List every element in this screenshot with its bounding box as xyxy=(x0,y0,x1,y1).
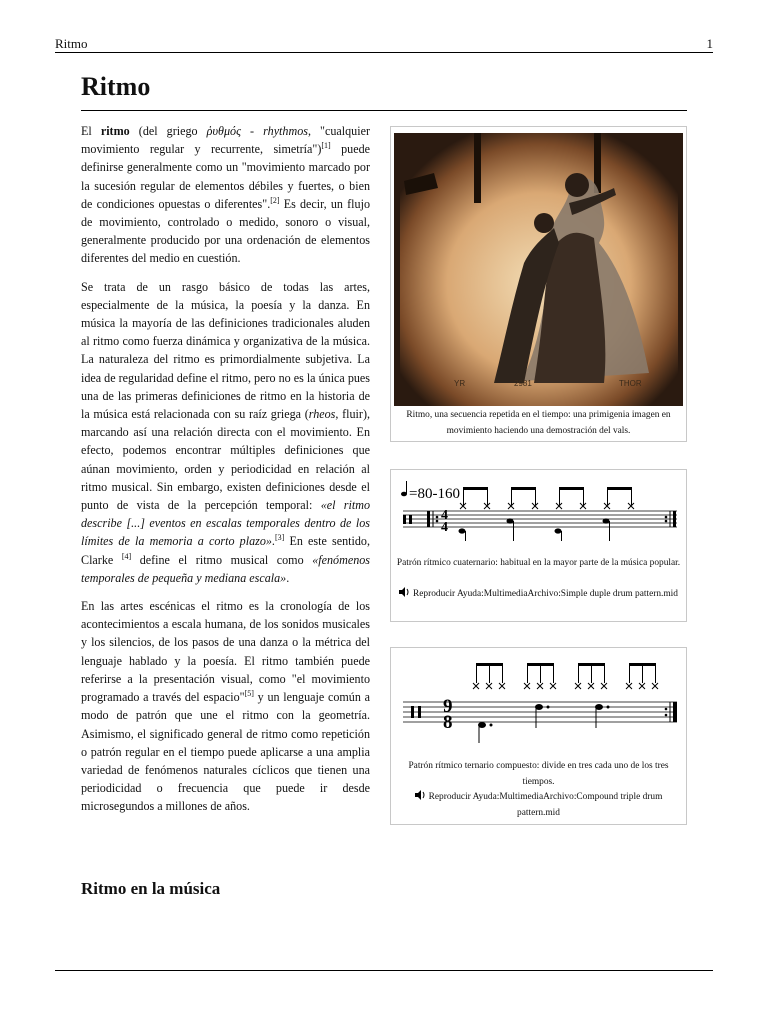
figure-duple-caption-text: Patrón rítmico cuaternario: habitual en la mayor parte de la música popular. xyxy=(396,558,681,568)
ref-3-link[interactable]: [3] xyxy=(274,533,285,543)
time-signature-bottom: 8 xyxy=(443,712,453,733)
hihat-note xyxy=(537,683,543,689)
running-header-title: Ritmo xyxy=(55,36,88,51)
repeat-end-bar xyxy=(673,702,677,722)
kick-note xyxy=(555,528,562,533)
article-title: Ritmo xyxy=(81,72,151,101)
ref-1-link[interactable]: [1] xyxy=(321,141,331,151)
compound-audio-link[interactable] xyxy=(395,790,682,821)
snare-note xyxy=(603,518,610,523)
drum-notes xyxy=(473,663,658,743)
tempo-marking: =80-160 xyxy=(409,486,460,502)
figure-compound-caption xyxy=(395,759,682,790)
footer-divider xyxy=(55,970,713,971)
figure-duple-caption xyxy=(395,556,682,572)
hihat-note xyxy=(473,683,479,689)
ref-4-link[interactable]: [4] xyxy=(121,551,132,561)
hihat-note xyxy=(652,683,658,689)
beam xyxy=(559,487,584,490)
beam xyxy=(463,487,488,490)
figure-waltz-caption-text: Ritmo, una secuencia repetida en el tiempo: una primigenia imagen en movimiento haciendo una demostración del vals. xyxy=(406,410,671,436)
hihat-note xyxy=(524,683,530,689)
rheos-term: rheos xyxy=(308,407,336,422)
figure-waltz-caption xyxy=(395,408,682,439)
clarke-quote: «fenómenos temporales de pequeña y mediana escala» xyxy=(81,552,370,585)
page-number: 1 xyxy=(706,36,713,51)
duple-score xyxy=(391,470,688,552)
inscription-right: THOR xyxy=(619,379,642,388)
hihat-note xyxy=(575,683,581,689)
title-divider xyxy=(81,110,687,111)
paragraph-arts: Se trata de un rasgo básico de todas las artes, especialmente de la música, la poesía y la danza. En música la mayoría de las definiciones tradicionales aluden al ritmo como fuerza dinámica y organizativa de la música. La naturaleza del ritmo es primordialmente subjetiva. La idea de regularidad define el ritmo, pero no es la única pues una de las primeras definiciones de ritmo en la historia de la música está relacionada con su raíz griega (rheos, fluir), marcando así una relación directa con el movimiento. En efecto, podemos encontrar múltiples definiciones que aúnan movimiento, orden y periodicidad en relación al ritmo musical. Sin embargo, existen definiciones desde el punto de vista de la percepción temporal: «el ritmo describe [...] eventos en escalas temporales dentro de los límites de la memoria a corto plazo».[3] En este sentido, Clarke [4] define el ritmo musical como «fenómenos temporales de pequeña y mediana escala». xyxy=(81,279,371,585)
dot xyxy=(607,706,610,709)
inscription-left: YR xyxy=(454,379,466,388)
compound-score xyxy=(391,648,688,758)
ref-2-link[interactable]: [2] xyxy=(270,195,280,205)
speaker-icon xyxy=(415,790,426,800)
inscription-mid: 2981 xyxy=(514,379,532,388)
rhythm-quote: «el ritmo describe [...] eventos en escalas temporales dentro de los límites de la memoria a corto plazo» xyxy=(81,498,371,549)
hihat-note xyxy=(639,683,645,689)
section-heading: Ritmo en la música xyxy=(81,879,221,898)
repeat-end-bar xyxy=(673,511,676,527)
dot xyxy=(547,706,550,709)
image-inscriptions xyxy=(394,379,683,393)
running-header xyxy=(55,34,713,53)
article-body xyxy=(81,122,370,826)
figure-duple-pattern xyxy=(390,469,687,622)
percussion-clef xyxy=(411,706,414,718)
paragraph-intro: El ritmo (del griego ῥυθμός - rhythmos, "cualquier movimiento regular y recurrente, simetría")[1] puede definirse generalmente como un "movimiento marcado por la sucesión regular de elementos débiles y fuertes, o bien de condiciones opuestas o diferentes".[2] Es decir, un flujo de movimiento, controlado o medido, sonoro o visual, generalmente producido por una ordenación de elementos diferentes del medio en cuestión. xyxy=(81,124,370,266)
figure-compound-caption-text: Patrón rítmico ternario compuesto: divide en tres cada uno de los tres tiempos. xyxy=(408,761,669,787)
beam xyxy=(607,487,632,490)
drum-notes xyxy=(459,487,635,541)
ref-5-link[interactable]: [5] xyxy=(244,689,254,699)
compound-audio-label[interactable]: Reproducir Ayuda:MultimediaArchivo:Compound triple drum pattern.mid xyxy=(428,792,663,818)
time-signature-bottom: 4 xyxy=(441,520,448,535)
hihat-note xyxy=(588,683,594,689)
kick-note xyxy=(459,528,466,533)
dot xyxy=(490,724,493,727)
hihat-note xyxy=(486,683,492,689)
beam xyxy=(511,487,536,490)
term-ritmo: ritmo xyxy=(100,124,130,138)
repeat-start-bar xyxy=(427,511,430,527)
figure-compound-pattern xyxy=(390,647,687,825)
hihat-note xyxy=(550,683,556,689)
snare-note xyxy=(507,518,514,523)
duple-audio-link[interactable] xyxy=(395,587,682,603)
paragraph-scenic-arts: En las artes escénicas el ritmo es la cronología de los acontecimientos a escala humana, de los sonidos musicales y los silencios, de los pasos de una danza o la métrica del lenguaje hablado y la poesía. El ritmo también puede referirse a la presentación visual, como "el movimiento programado a través del espacio"[5] y un lenguaje común a modo de patrón que une el ritmo con la geometría. Asimismo, el significado general de ritmo como repetición o patrón regular en el tiempo puede aplicarse a una amplia variedad de fenómenos naturales cíclicos que tienen una periodicidad o frecuencia que puede ir desde microsegundos a millones de años. xyxy=(81,599,370,814)
speaker-icon xyxy=(399,587,410,597)
hihat-note xyxy=(601,683,607,689)
time-signature-top: 4 xyxy=(441,508,448,523)
greek-term: ῥυθμός - rhythmos xyxy=(206,124,308,138)
percussion-clef xyxy=(403,515,406,524)
figure-waltz xyxy=(390,126,687,442)
duple-audio-label[interactable]: Reproducir Ayuda:MultimediaArchivo:Simple duple drum pattern.mid xyxy=(413,589,678,599)
waltz-dancers-image[interactable] xyxy=(394,133,683,406)
hihat-note xyxy=(626,683,632,689)
hihat-note xyxy=(499,683,505,689)
time-signature-top: 9 xyxy=(443,696,453,717)
